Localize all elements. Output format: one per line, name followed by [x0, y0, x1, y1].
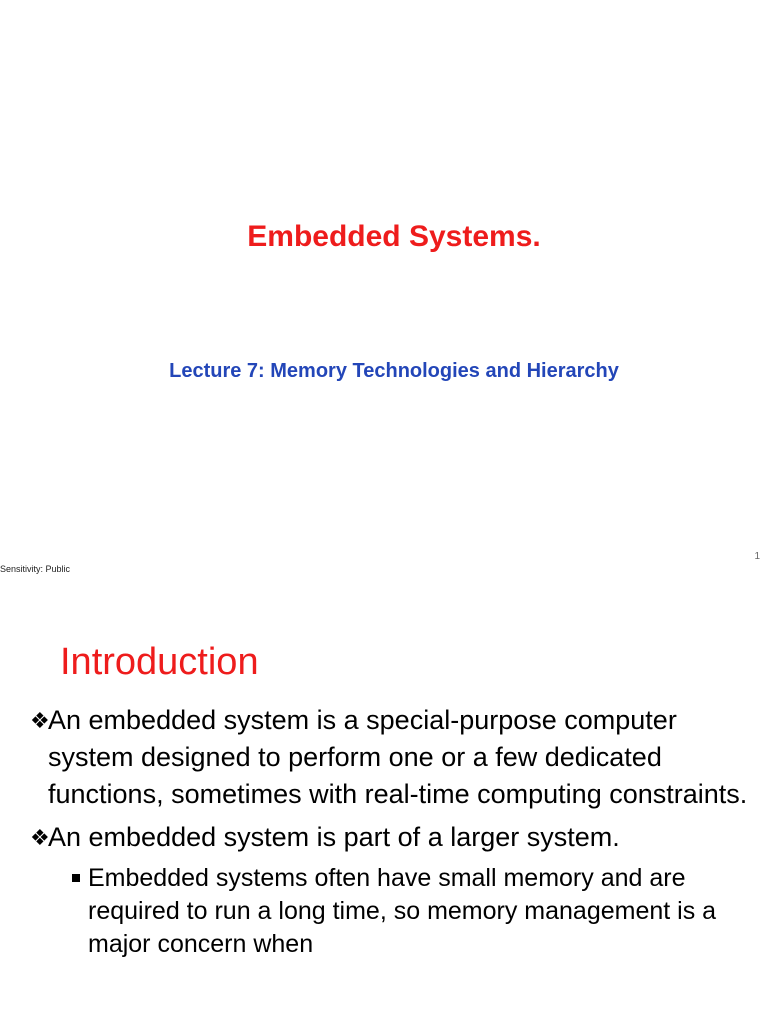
sensitivity-label: Sensitivity: Public — [0, 564, 71, 574]
bullet-item — [30, 819, 750, 856]
sub-bullet-text: Embedded systems often have small memory and are required to run a long time, so memory management is a major concern when — [88, 864, 717, 958]
slide-subtitle: Lecture 7: Memory Technologies and Hierarchy — [169, 360, 619, 382]
bullet-text: An embedded system is a special-purpose computer system designed to perform one or a few dedicated functions, sometimes with real-time computing constraints. — [48, 705, 748, 809]
diamond-bullet-icon: ❖ — [30, 825, 50, 850]
square-bullet-icon — [72, 874, 80, 882]
sub-bullet-item — [30, 862, 750, 961]
section-heading: Introduction — [60, 641, 259, 683]
slide-2 — [0, 590, 768, 1024]
bullet-list — [30, 702, 750, 961]
diamond-bullet-icon: ❖ — [30, 708, 50, 733]
bullet-item — [30, 702, 750, 813]
bullet-text: An embedded system is part of a larger system. — [48, 822, 620, 852]
slide-title: Embedded Systems. — [247, 220, 541, 253]
page-number: 1 — [754, 551, 760, 562]
